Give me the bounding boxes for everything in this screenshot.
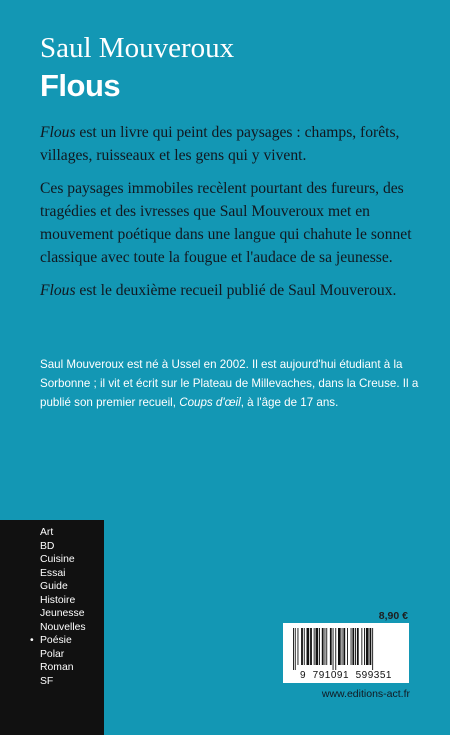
blurb-book-title: Flous — [40, 124, 76, 141]
barcode-bar — [342, 628, 343, 665]
barcode-bar — [355, 628, 356, 665]
category-list — [0, 520, 104, 688]
bio-paragraph — [40, 355, 420, 412]
blurb-paragraph-2: Ces paysages immobiles recèlent pourtant des fureurs, des tragédies et des ivresses que Saul Mouveroux met en mouvement poétique dans une langue qui chahute le sonnet classique avec toute la fougue et l'audace de sa jeunesse. — [40, 180, 412, 266]
blurb — [40, 121, 412, 312]
barcode-bar — [351, 628, 352, 665]
category-item: SF — [40, 675, 54, 687]
barcode-bar — [372, 628, 373, 670]
barcode-bar — [314, 628, 315, 665]
barcode-bars — [283, 623, 409, 671]
barcode-bar — [295, 628, 296, 670]
barcode-bar — [352, 628, 354, 665]
barcode-bar — [301, 628, 303, 665]
category-item: Histoire — [40, 594, 76, 606]
barcode-bar — [298, 628, 299, 665]
category-item: Nouvelles — [40, 621, 86, 633]
author-name: Saul Mouveroux — [40, 32, 235, 64]
publisher-website: www.editions-act.fr — [321, 688, 410, 700]
barcode-group-2: 599351 — [355, 670, 392, 681]
barcode-bar — [347, 628, 348, 665]
barcode-bar — [319, 628, 320, 665]
blurb-text: est un livre qui peint des paysages : champs, forêts, villages, ruisseaux et les gens qui y vivent. — [40, 124, 400, 164]
category-item: Guide — [40, 581, 68, 592]
blurb-book-title: Flous — [40, 282, 76, 299]
category-item: Jeunesse — [40, 608, 85, 619]
barcode-bar — [357, 628, 359, 665]
blurb-text: est le deuxième recueil publié de Saul Mouveroux. — [75, 282, 397, 299]
barcode-bar — [325, 628, 326, 665]
category-item: Roman — [40, 662, 74, 673]
category-item: • Poésie — [0, 634, 104, 648]
barcode-bar — [310, 628, 312, 665]
barcode-bar — [322, 628, 324, 665]
blurb-paragraph-1 — [40, 121, 412, 167]
barcode-bar — [343, 628, 345, 665]
barcode-group-1: 791091 — [312, 670, 350, 681]
bio-text: Saul Mouveroux est né à Ussel en 2002. Il est aujourd'hui étudiant à la Sorbonne ; il vit et écrit sur le Plateau de Millevaches, dans la Creuse. Il a publié son premier recueil, — [40, 358, 419, 409]
barcode-digits — [283, 670, 409, 681]
barcode — [283, 623, 409, 683]
category-item: Cuisine — [40, 554, 75, 565]
barcode-bar — [338, 628, 341, 665]
barcode-lead-digit: 9 — [300, 670, 307, 681]
price-label: 8,90 € — [378, 610, 408, 622]
barcode-bar — [361, 628, 362, 665]
category-item: Art — [40, 527, 54, 538]
category-item: Polar — [40, 648, 65, 660]
barcode-bar — [293, 628, 294, 670]
barcode-bar — [335, 628, 336, 670]
barcode-bar — [333, 628, 334, 670]
barcode-bar — [304, 628, 305, 665]
barcode-bar — [326, 628, 327, 665]
barcode-bar — [307, 628, 310, 665]
category-item: BD — [40, 540, 55, 552]
bio-text: , à l'âge de 17 ans. — [240, 396, 339, 409]
barcode-bar — [366, 628, 369, 665]
barcode-bar — [364, 628, 365, 665]
category-item: Essai — [40, 567, 66, 579]
barcode-bar — [316, 628, 319, 665]
barcode-bar — [370, 628, 372, 665]
book-title: Flous — [40, 68, 121, 103]
author-bio — [40, 355, 420, 412]
bio-book-title: Coups d'œil — [179, 396, 241, 409]
barcode-bar — [330, 628, 332, 665]
blurb-paragraph-3 — [40, 279, 412, 302]
category-panel — [0, 520, 104, 735]
